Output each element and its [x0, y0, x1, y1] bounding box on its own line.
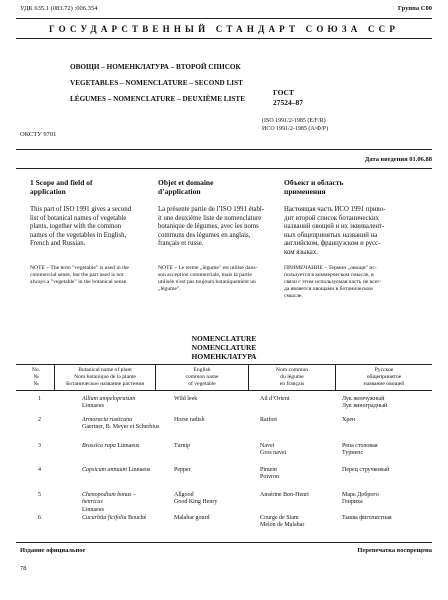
page-number: 78 [20, 565, 27, 572]
table-header-russian: Русское общепринятое название овощей [363, 367, 405, 387]
iso-ref-ru: ИСО 1991/2-1985 (А/Ф/Р) [262, 126, 329, 132]
english-name: Malabar gourd [174, 515, 210, 521]
french-name: Ansérine Bon-Henri [260, 492, 309, 498]
table-header-no: No. № № [31, 367, 41, 387]
botanical-name: Brassica rapa Linnaeus [82, 443, 140, 449]
russian-name: Марь Доброго Генриха [342, 492, 379, 506]
row-number: 6 [38, 515, 41, 521]
french-name: Courge de Siam Melon de Malabar [260, 515, 305, 529]
udk-code: УДК 635.1 (083.72) :006.354 [20, 5, 98, 12]
russian-name: Лук жемчужный Лук виноградный [342, 396, 388, 410]
row-number: 1 [38, 396, 41, 402]
scope-heading-en: 1 Scope and field of application [30, 178, 93, 196]
row-number: 2 [38, 417, 41, 423]
okstu-code: ОКСТУ 9701 [20, 131, 57, 138]
reprint-prohibited-label: Перепечатка воспрещена [357, 547, 432, 554]
russian-name: Перец стручковый [342, 467, 390, 473]
introduction-date: Дата введения 01.06.88 [364, 156, 432, 163]
title-fr: LÉGUMES – NOMENCLATURE – DEUXIÈME LISTE [70, 95, 245, 103]
botanical-name: Allium ampeloprasum Linnaeus [82, 396, 136, 410]
french-name: Navet Gros navet [260, 443, 287, 457]
french-name: Raifort [260, 417, 277, 423]
russian-name: Хрен [342, 417, 356, 423]
state-standard-heading: ГОСУДАРСТВЕННЫЙ СТАНДАРТ СОЮЗА ССР [48, 24, 400, 34]
gost-number: 27524–87 [273, 98, 303, 107]
scope-heading-fr: Objet et domaine d’application [158, 178, 214, 196]
english-name: Wild leek [174, 396, 198, 402]
table-header-english: English common name of vegetable [185, 367, 219, 387]
botanical-name: Armoracia rusticana Gaertner, B. Meyer et Scherbius [82, 417, 160, 431]
botanical-name: Capsicum annuum Linnaeus [82, 467, 151, 473]
group-code: Группа С00 [397, 5, 432, 12]
row-number: 5 [38, 492, 41, 498]
iso-ref-en: (ISO 1991/2-1985 (E/F/R) [262, 118, 326, 124]
note-en: NOTE – The term "vegetable" is used in the commercial sense, but the part used is not always a "vegetable" in the botanical sense. [30, 265, 129, 285]
table-header-french: Nom commun du légume en français [275, 367, 309, 387]
title-en: VEGETABLES – NOMENCLATURE – SECOND LIST [70, 79, 243, 87]
top-rule [16, 18, 432, 19]
russian-name: Репа столовая Турнепс [342, 443, 378, 457]
russian-name: Тыква фиголистная [342, 515, 392, 521]
botanical-name: Chenopodium bonus – henricus Linnaeus [82, 492, 136, 513]
header-rule [16, 38, 432, 39]
scope-text-en: This part of ISO 1991 gives a second list of botanical names of vegetable plants, together with the common names of the vegetables in English, French and Russian. [30, 206, 131, 248]
nomenclature-heading: NOMENCLATURE NOMENCLATURE НОМЕНКЛАТУРА [191, 334, 257, 361]
section-rule [16, 168, 432, 169]
footer-rule [16, 542, 432, 543]
note-fr: NOTE – Le terme „légume" est utilisé dans- son acception commerciale, mais la partie utilisée n'est pas toujours botaniquement un „légume". [158, 265, 258, 292]
table-header-rule [16, 390, 432, 391]
note-ru: ПРИМЕЧАНИЕ – Термин „овощи" ис- пользуется в коммерческом смысле, в связи с этим используемая часть не всег- да является овощами в ботаническом смысле. [284, 265, 382, 299]
scope-text-ru: Настоящая часть ИСО 1991 приво- дит второй список ботанических названий овощей и их эквивалент- ных общепринятых названий на английском, французском и русс- ком языках. [284, 206, 386, 256]
intro-rule [16, 149, 432, 150]
table-header-botanical: Botanical name of plant Nom botanique de la plante Ботаническое название растения [66, 367, 144, 387]
scope-text-fr: La présente partie de l’ISO 1991 établ- it une deuxième liste de nomenclature botanique de légumes, avec les noms communs des légumes en anglais, français et russe. [158, 206, 265, 248]
title-ru: ОВОЩИ – НОМЕНКЛАТУРА – ВТОРОЙ СПИСОК [70, 63, 241, 71]
row-number: 3 [38, 443, 41, 449]
scope-heading-ru: Объект и область применения [284, 178, 344, 196]
official-edition-label: Издание официальное [20, 547, 86, 554]
botanical-name: Cucurbita ficifolia Bouché [82, 515, 147, 521]
row-number: 4 [38, 467, 41, 473]
english-name: Pepper [174, 467, 191, 473]
english-name: Horse radish [174, 417, 205, 423]
french-name: Piment Poivron [260, 467, 280, 481]
table-top-rule [16, 364, 432, 365]
english-name: Allgood Good King Henry [174, 492, 218, 506]
english-name: Turnip [174, 443, 191, 449]
french-name: Ail d’Orient [260, 396, 290, 402]
gost-label: ГОСТ [273, 88, 294, 97]
